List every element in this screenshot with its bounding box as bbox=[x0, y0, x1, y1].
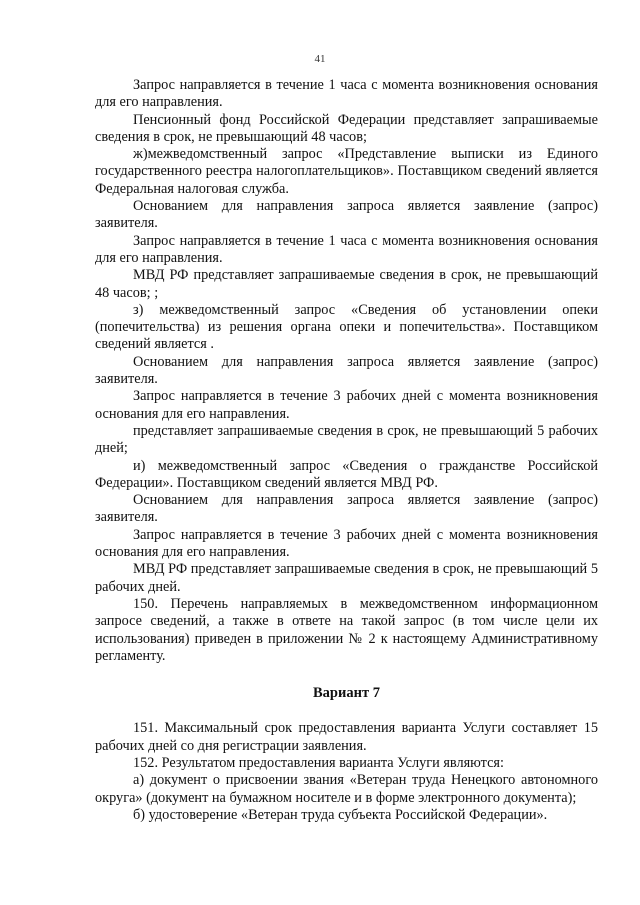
paragraph: и) межведомственный запрос «Сведения о гражданстве Российской Федерации». Поставщиком сведений является МВД РФ. bbox=[95, 457, 598, 491]
paragraph: б) удостоверение «Ветеран труда субъекта Российской Федерации». bbox=[133, 806, 548, 823]
page-number: 41 bbox=[314, 53, 326, 65]
paragraph: Пенсионный фонд Российской Федерации представляет запрашиваемые сведения в срок, не превышающий 48 часов; bbox=[95, 111, 598, 145]
paragraph: 151. Максимальный срок предоставления варианта Услуги составляет 15 рабочих дней со дня регистрации заявления. bbox=[95, 720, 598, 754]
paragraph: Основанием для направления запроса является заявление (запрос) заявителя. bbox=[95, 353, 598, 388]
paragraph: 150. Перечень направляемых в межведомственном информационном запросе сведений, а также в ответе на такой запрос (в том числе цели их использования) приведен в приложении № 2 к настоящему Административному регламенту. bbox=[95, 595, 598, 664]
paragraph: Запрос направляется в течение 1 часа с момента возникновения основания для его направления. bbox=[95, 232, 598, 266]
paragraph: представляет запрашиваемые сведения в срок, не превышающий 5 рабочих дней; bbox=[95, 422, 598, 457]
paragraph: Запрос направляется в течение 3 рабочих дней с момента возникновения основания для его направления. bbox=[95, 388, 598, 422]
paragraph: Основанием для направления запроса является заявление (запрос) заявителя. bbox=[95, 198, 598, 232]
document-body bbox=[95, 77, 598, 824]
paragraph: Основанием для направления запроса является заявление (запрос) заявителя. bbox=[95, 492, 598, 526]
section-heading: Вариант 7 bbox=[313, 685, 380, 702]
paragraph: МВД РФ представляет запрашиваемые сведения в срок, не превышающий 48 часов; ; bbox=[95, 267, 598, 301]
paragraph: Запрос направляется в течение 1 часа с момента возникновения основания для его направления. bbox=[95, 77, 598, 111]
paragraph: Запрос направляется в течение 3 рабочих дней с момента возникновения основания для его направления. bbox=[95, 526, 598, 561]
paragraph: з) межведомственный запрос «Сведения об установлении опеки (попечительства) из решения органа опеки и попечительства». Поставщиком сведений является . bbox=[95, 301, 598, 353]
paragraph: 152. Результатом предоставления варианта Услуги являются: bbox=[133, 754, 504, 771]
paragraph: а) документ о присвоении звания «Ветеран труда Ненецкого автономного округа» (документ на бумажном носителе и в форме электронного документа); bbox=[95, 772, 598, 806]
paragraph: МВД РФ представляет запрашиваемые сведения в срок, не превышающий 5 рабочих дней. bbox=[95, 561, 598, 595]
paragraph: ж)межведомственный запрос «Представление выписки из Единого государственного реестра налогоплательщиков». Поставщиком сведений является Федеральная налоговая служба. bbox=[95, 146, 598, 197]
